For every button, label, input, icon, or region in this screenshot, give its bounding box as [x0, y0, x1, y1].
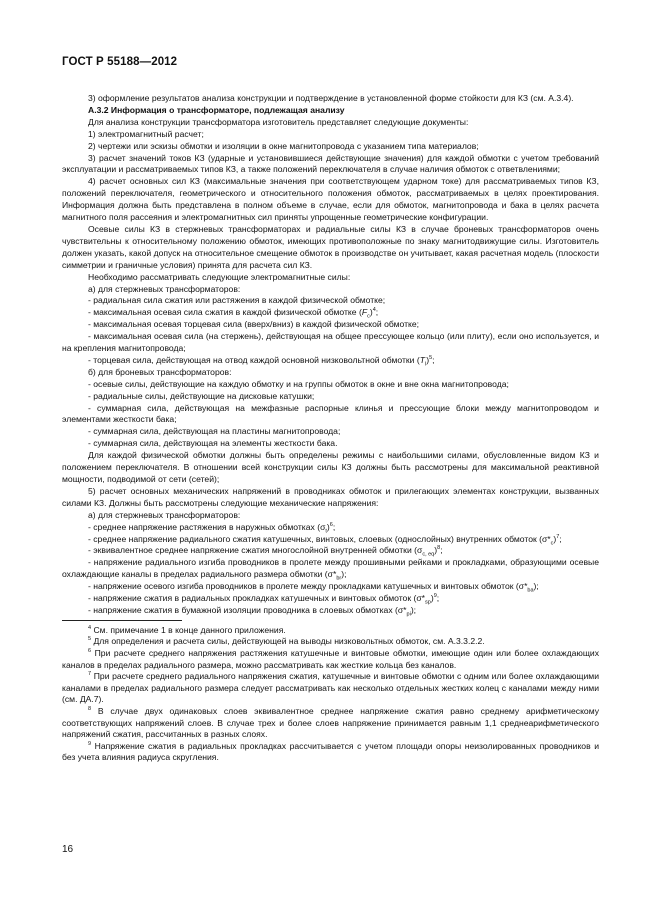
footnote: $^6$ При расчете среднего напряжения растяжения катушечные и винтовые обмотки, имеющие один или более охлаждающих каналов в пределах радиального размера, можно рассматривать как жесткие кольца без каналов.	[62, 648, 599, 670]
list-item: 1) электромагнитный расчет;	[88, 128, 204, 139]
paragraph: Необходимо рассматривать следующие электромагнитные силы:	[88, 271, 351, 282]
paragraph: Для анализа конструкции трансформатора изготовитель представляет следующие документы:	[88, 116, 469, 127]
list-item: - радиальная сила сжатия или растяжения в каждой физической обмотке;	[88, 295, 386, 306]
list-item: - напряжение сжатия в бумажной изоляции проводника в слоевых обмотках $(\sigma*_{pi})$;	[88, 604, 417, 618]
list-item: - максимальная осевая сила (на стержень), действующая на общее прессующее кольцо (или плиту), если оно используется, и на крепления магнитопровода;	[62, 331, 599, 354]
list-item: - напряжение сжатия в радиальных прокладках катушечных и винтовых обмоток $(\sigma*_{sp})^9$;	[88, 593, 440, 606]
paragraph: Для каждой физической обмотки должны быть определены режимы с наибольшими силами, обусловленные видом КЗ и положением переключателя. В отношении всей конструкции силы КЗ должны быть рассмотрены для максимальной реактивной мощности, подводимой от сети (сетей);	[62, 450, 599, 484]
list-item: - суммарная сила, действующая на элементы жесткости бака.	[88, 438, 338, 449]
list-item: - суммарная сила, действующая на пластины магнитопровода;	[88, 426, 341, 437]
list-item: - суммарная сила, действующая на межфазные распорные клинья и прессующие блоки между магнитопроводом и элементами жесткости бака;	[62, 402, 599, 425]
list-item: 2) чертежи или эскизы обмотки и изоляции в окне магнитопровода с указанием типа материалов;	[88, 140, 479, 151]
footnote-separator	[62, 620, 182, 621]
section-heading: А.3.2 Информация о трансформаторе, подлежащая анализу	[88, 104, 345, 115]
document-header: ГОСТ Р 55188—2012	[62, 56, 178, 68]
page-number: 16	[62, 844, 74, 855]
list-item: - радиальные силы, действующие на дисковые катушки;	[88, 390, 315, 401]
list-item: а) для стержневых трансформаторов:	[88, 509, 241, 520]
list-item: - максимальная осевая сила сжатия в каждой физической обмотке $(F_c)^4$;	[88, 307, 379, 321]
footnote: $^5$ Для определения и расчета силы, действующей на выводы низковольтных обмоток, см. А.3.3.2.2.	[88, 636, 485, 647]
document-body	[62, 93, 599, 764]
list-item: - напряжение радиального изгиба проводников в пролете между прошивными рейками и прокладками, образующими осевые охлаждающие каналы в пределах радиального размера обмотки $(\sigma*_{br})$;	[62, 557, 599, 582]
list-item: - среднее напряжение растяжения в наружных обмотках $(\sigma_t)^6$;	[88, 521, 336, 535]
list-item: 5) расчет основных механических напряжений в проводниках обмоток и прилегающих элементах конструкции, вызванных силами КЗ. Должны быть рассмотрены следующие механические напряжения:	[62, 485, 599, 508]
paragraph: Осевые силы КЗ в стержневых трансформаторах и радиальные силы КЗ в случае броневых трансформаторов очень чувствительны к относительному положению обмоток, имеющих противоположные по знаку магнитодвижущие силы. Изготовитель должен указать, какой допуск на относительное смещение обмоток в производстве он учитывает, какая расчетная модель (плоскости симметрии и граничные условия) принята для расчета сил КЗ.	[62, 223, 599, 270]
list-item: - осевые силы, действующие на каждую обмотку и на группы обмоток в окне и вне окна магнитопровода;	[88, 378, 509, 389]
footnote: $^7$ При расчете среднего радиального напряжения сжатия, катушечные и винтовые обмотки с одним или более охлаждающими каналами в пределах радиального размера следует рассматривать как несколько отдельных жестких колец с каналами между ними (см. ДА.7).	[62, 671, 600, 705]
list-item: 4) расчет основных сил КЗ (максимальные значения при соответствующем ударном токе) для рассматриваемых типов КЗ, положений переключателя, геометрического и относительного положения обмоток, рассматриваемых в целях проектирования. Информация должна быть представлена в полном объеме в случае, если для обмоток, магнитопровода и бака в целях расчета магнитного поля рассеяния и электромагнитных сил приняты упрощенные геометрические конфигурации.	[62, 176, 599, 223]
list-item: - напряжение осевого изгиба проводников в пролете между прокладками катушечных и винтовых обмоток $(\sigma*_{ba})$;	[88, 581, 539, 594]
list-item: - торцевая сила, действующая на отвод каждой основной низковольтной обмотки $(T_l)^5$;	[88, 354, 435, 368]
footnote: $^8$ В случае двух одинаковых слоев эквивалентное среднее напряжение сжатия равно среднему арифметическому соответствующих напряжений слоев. В случае трех и более слоев напряжение принимается равным 1,1 среднеарифметического напряжений сжатия, рассчитанных в разных слоях.	[62, 706, 600, 740]
paragraph: 3) оформление результатов анализа конструкции и подтверждение в установленной форме стойкости для КЗ (см. А.3.4).	[88, 93, 574, 103]
list-item: - эквивалентное среднее напряжение сжатия многослойной внутренней обмотки $(\sigma_{c, eq})^8$;	[88, 545, 443, 559]
list-item: 3) расчет значений токов КЗ (ударные и установившиеся действующие значения) для каждой обмотки с учетом требований эксплуатации и рассматриваемых типов КЗ, а также положений переключателя в случае наличия обмоток с ответвлениями;	[62, 152, 599, 175]
footnote: $^9$ Напряжение сжатия в радиальных прокладках рассчитывается с учетом площади опоры неизолированных проводников и без учета влияния радиуса скругления.	[62, 740, 599, 763]
footnote: $^4$ См. примечание 1 в конце данного приложения.	[88, 624, 286, 635]
list-item: а) для стержневых трансформаторов:	[88, 283, 241, 294]
list-item: - максимальная осевая торцевая сила (вверх/вниз) в каждой физической обмотке;	[88, 319, 420, 330]
list-item: б) для броневых трансформаторов:	[88, 366, 232, 377]
list-item: - среднее напряжение радиального сжатия катушечных, винтовых, слоевых (однослойных) внутренних обмоток $(\sigma*_c)^7$;	[88, 533, 562, 547]
